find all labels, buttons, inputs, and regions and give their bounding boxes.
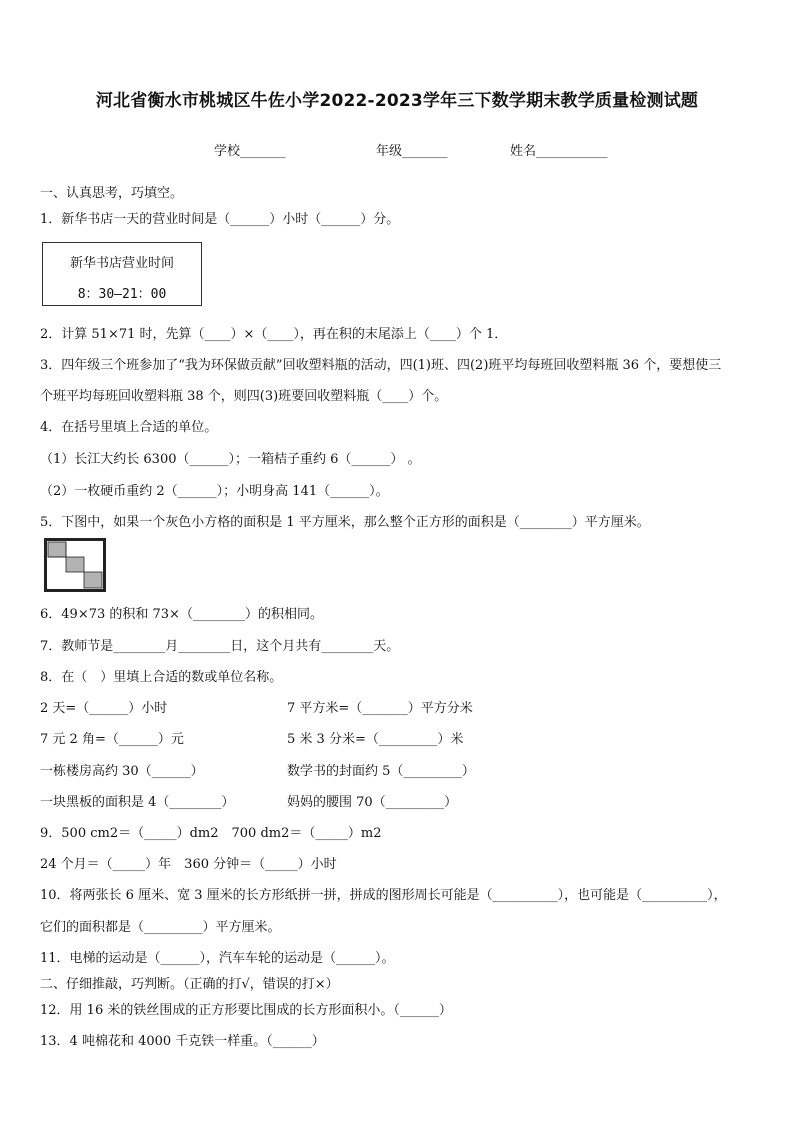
question-8-item: 一栋楼房高约 30（______） — [40, 764, 204, 779]
question-2: 2．计算 51×71 时，先算（____）×（____），再在积的末尾添上（____）个 1． — [40, 327, 508, 342]
question-4-part-1: （1）长江大约长 6300（______）；一箱桔子重约 6（______） 。 — [40, 452, 421, 467]
question-8: 8．在（ ）里填上合适的数或单位名称。 — [40, 670, 283, 685]
page-title: 河北省衡水市桃城区牛佐小学2022-2023学年三下数学期末教学质量检测试题 — [95, 91, 699, 111]
question-4: 4．在括号里填上合适的单位。 — [40, 420, 218, 435]
question-13: 13．4 吨棉花和 4000 千克铁一样重。（______） — [40, 1034, 325, 1049]
question-12: 12．用 16 米的铁丝围成的正方形要比围成的长方形面积小。（______） — [40, 1003, 452, 1018]
name-field: 姓名___________ — [510, 144, 608, 159]
gray-cell — [66, 557, 84, 572]
question-3-line-1: 3．四年级三个班参加了“我为环保做贡献”回收塑料瓶的活动，四(1)班、四(2)班平均每班回收塑料瓶 36 个，要想使三 — [40, 358, 722, 373]
gray-cell — [84, 572, 102, 588]
question-11: 11．电梯的运动是（______），汽车车轮的运动是（______）。 — [40, 951, 395, 966]
question-8-item: 一块黑板的面积是 4（________） — [40, 795, 235, 810]
question-9-line-2: 24 个月＝（_____）年 360 分钟＝（_____）小时 — [40, 857, 337, 872]
school-field: 学校_______ — [214, 144, 286, 159]
question-8-item: 妈妈的腰围 70（_________） — [287, 795, 458, 810]
question-8-item: 7 平方米=（_______）平方分米 — [287, 701, 473, 716]
question-9-line-1: 9．500 cm2＝（_____）dm2 700 dm2＝（_____）m2 — [40, 826, 382, 841]
business-hours-box — [42, 242, 202, 306]
question-1: 1．新华书店一天的营业时间是（______）小时（______）分。 — [40, 212, 400, 227]
question-5: 5．下图中，如果一个灰色小方格的面积是 1 平方厘米，那么整个正方形的面积是（________）平方厘米。 — [40, 515, 650, 530]
question-8-item: 数学书的封面约 5（_________） — [287, 764, 475, 779]
question-6: 6．49×73 的积和 73×（________）的积相同。 — [40, 607, 323, 622]
question-8-item: 7 元 2 角=（______）元 — [40, 732, 184, 747]
question-10-line-2: 它们的面积都是（_________）平方厘米。 — [40, 920, 281, 935]
question-4-part-2: （2）一枚硬币重约 2（______）；小明身高 141（______）。 — [40, 484, 389, 499]
section-heading-judge: 二、仔细推敲，巧判断。（正确的打√，错误的打×） — [40, 977, 339, 992]
business-hours-time: 8：30—21：00 — [77, 287, 167, 302]
grade-field: 年级_______ — [376, 144, 448, 159]
gray-cell — [48, 542, 66, 557]
business-hours-title: 新华书店营业时间 — [69, 256, 174, 271]
question-7: 7．教师节是________月________日，这个月共有________天。 — [40, 639, 400, 654]
question-8-item: 5 米 3 分米=（_________）米 — [287, 732, 464, 747]
question-10-line-1: 10．将两张长 6 厘米、宽 3 厘米的长方形纸拼一拼，拼成的图形周长可能是（__________），也可能是（__________）， — [40, 888, 727, 903]
square-grid-figure — [44, 538, 106, 592]
question-8-item: 2 天=（______）小时 — [40, 701, 168, 716]
section-heading-fill: 一、认真思考，巧填空。 — [40, 186, 184, 201]
question-3-line-2: 个班平均每班回收塑料瓶 38 个，则四(3)班要回收塑料瓶（____）个。 — [40, 389, 448, 404]
